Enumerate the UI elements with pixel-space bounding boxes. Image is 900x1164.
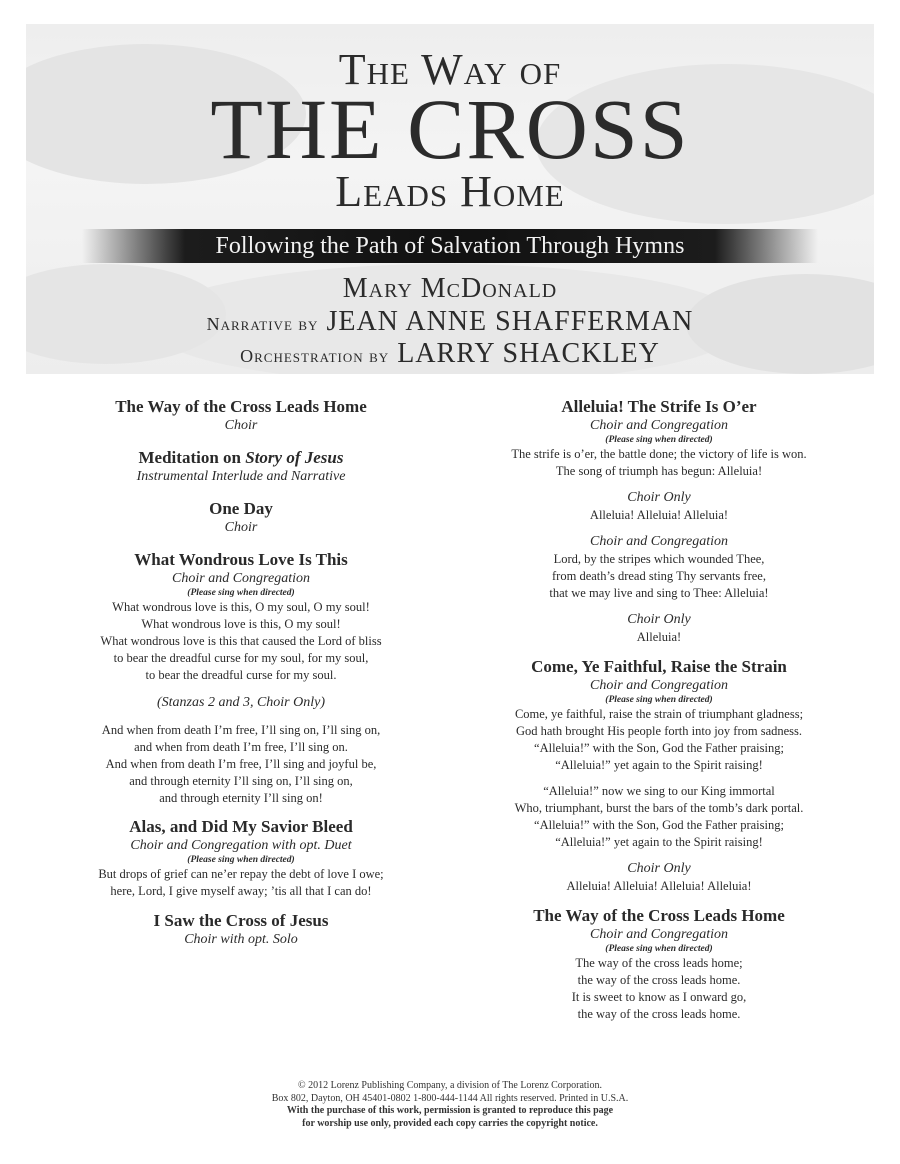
section-subtitle: Choir and Congregation with opt. Duet — [130, 838, 352, 853]
lyric-line: What wondrous love is this that caused the Lord of bliss — [100, 634, 382, 648]
subtitle-banner: Following the Path of Salvation Through Hymns — [82, 229, 818, 263]
lyric-line: “Alleluia!” now we sing to our King immortal — [543, 784, 775, 798]
address-line: Box 802, Dayton, OH 45401-0802 1-800-444-1144 All rights reserved. Printed in U.S.A. — [271, 1092, 629, 1104]
section-note: (Please sing when directed) — [605, 695, 713, 705]
section-title: Alleluia! The Strife Is O’er — [561, 397, 757, 416]
copyright-footer — [150, 1080, 750, 1130]
section-title: The Way of the Cross Leads Home — [533, 906, 785, 925]
section-alas — [60, 816, 422, 900]
orchestration-name: LARRY SHACKLEY — [397, 338, 660, 369]
part-label: Choir Only — [627, 490, 691, 505]
section-come-ye-faithful — [476, 656, 842, 895]
narrative-name: JEAN ANNE SHAFFERMAN — [326, 306, 694, 337]
lyric-line: that we may live and sing to Thee: Alleluia! — [549, 586, 769, 600]
title-line-3: Leads Home — [335, 167, 565, 216]
lyric-line: Who, triumphant, burst the bars of the tomb’s dark portal. — [514, 801, 804, 815]
section-strife-oer — [476, 396, 842, 646]
orchestration-credit — [26, 338, 874, 370]
section-title: Come, Ye Faithful, Raise the Strain — [531, 657, 787, 676]
section-subtitle: Instrumental Interlude and Narrative — [136, 469, 346, 484]
lyric-line: from death’s dread sting Thy servants free, — [552, 569, 766, 583]
section-subtitle: Choir with opt. Solo — [184, 932, 298, 947]
section-title: One Day — [209, 499, 273, 518]
section-note: (Please sing when directed) — [605, 435, 713, 445]
section-one-day — [60, 498, 422, 537]
stanzas-note: (Stanzas 2 and 3, Choir Only) — [157, 695, 325, 710]
section-way-of-cross-1 — [60, 396, 422, 435]
section-title — [60, 447, 422, 468]
section-title: The Way of the Cross Leads Home — [115, 397, 367, 416]
lyric-line: and through eternity I’ll sing on! — [159, 791, 323, 805]
section-subtitle: Choir — [224, 418, 258, 433]
section-note: (Please sing when directed) — [605, 944, 713, 954]
section-subtitle: Choir and Congregation — [590, 927, 728, 942]
title-line-2: THE CROSS — [210, 81, 690, 177]
section-subtitle: Choir and Congregation — [590, 678, 728, 693]
section-way-of-cross-2 — [476, 905, 842, 1023]
left-column — [60, 396, 422, 949]
section-meditation — [60, 447, 422, 486]
title-line-1: The Way of — [338, 45, 562, 94]
lyric-line: Alleluia! — [636, 630, 682, 644]
cover-header — [26, 24, 874, 374]
copyright-line: © 2012 Lorenz Publishing Company, a division of The Lorenz Corporation. — [298, 1080, 602, 1091]
title-part-a: Meditation on — [138, 448, 246, 467]
lyric-line: The way of the cross leads home; — [575, 956, 743, 970]
permission-line-2: for worship use only, provided each copy carries the copyright notice. — [302, 1117, 598, 1129]
lyric-line: and through eternity I’ll sing on, I’ll sing on, — [129, 774, 353, 788]
lyric-line: “Alleluia!” with the Son, God the Father praising; — [534, 818, 784, 832]
part-label: Choir Only — [627, 612, 691, 627]
lyric-line: Alleluia! Alleluia! Alleluia! Alleluia! — [566, 879, 752, 893]
composer-credit: Mary McDonald — [342, 273, 558, 304]
section-subtitle: Choir — [224, 520, 258, 535]
lyric-line: and when from death I’m free, I’ll sing on. — [134, 740, 348, 754]
section-subtitle: Choir and Congregation — [590, 418, 728, 433]
title-part-b: Story of Jesus — [245, 448, 344, 467]
lyric-line: God hath brought His people forth into joy from sadness. — [515, 724, 803, 738]
lyric-line: Come, ye faithful, raise the strain of triumphant gladness; — [514, 707, 804, 721]
lyric-line: Lord, by the stripes which wounded Thee, — [553, 552, 765, 566]
lyric-line: Alleluia! Alleluia! Alleluia! — [589, 508, 729, 522]
permission-line-1: With the purchase of this work, permission is granted to reproduce this page — [286, 1105, 614, 1116]
lyric-line: And when from death I’m free, I’ll sing and joyful be, — [105, 757, 377, 771]
orchestration-prefix: Orchestration by — [240, 346, 390, 366]
lyric-line: But drops of grief can ne’er repay the debt of love I owe; — [98, 867, 384, 881]
part-label: Choir Only — [627, 861, 691, 876]
narrative-prefix: Narrative by — [206, 314, 319, 334]
lyric-line: the way of the cross leads home. — [577, 973, 741, 987]
lyric-line: “Alleluia!” with the Son, God the Father praising; — [534, 741, 784, 755]
section-title: Alas, and Did My Savior Bleed — [129, 817, 353, 836]
section-wondrous-love — [60, 549, 422, 807]
lyric-line: What wondrous love is this, O my soul, O my soul! — [112, 600, 370, 614]
narrative-credit — [26, 306, 874, 338]
lyric-line: “Alleluia!” yet again to the Spirit raising! — [555, 835, 763, 849]
section-subtitle: Choir and Congregation — [172, 571, 310, 586]
lyric-line: the way of the cross leads home. — [577, 1007, 741, 1021]
lyric-line: And when from death I’m free, I’ll sing on, I’ll sing on, — [101, 723, 381, 737]
lyric-line: here, Lord, I give myself away; ’tis all that I can do! — [110, 884, 372, 898]
section-title: What Wondrous Love Is This — [134, 550, 348, 569]
lyric-line: to bear the dreadful curse for my soul, for my soul, — [113, 651, 369, 665]
section-note: (Please sing when directed) — [187, 855, 295, 865]
section-title: I Saw the Cross of Jesus — [153, 911, 329, 930]
lyric-line: The song of triumph has begun: Alleluia! — [555, 464, 763, 478]
lyric-line: What wondrous love is this, O my soul! — [141, 617, 341, 631]
lyric-line: “Alleluia!” yet again to the Spirit raising! — [555, 758, 763, 772]
section-note: (Please sing when directed) — [187, 588, 295, 598]
lyric-line: to bear the dreadful curse for my soul. — [145, 668, 337, 682]
lyric-line: It is sweet to know as I onward go, — [571, 990, 747, 1004]
part-label: Choir and Congregation — [590, 534, 728, 549]
section-saw-cross — [60, 910, 422, 949]
right-column — [476, 396, 842, 1023]
lyric-line: The strife is o’er, the battle done; the victory of life is won. — [511, 447, 807, 461]
